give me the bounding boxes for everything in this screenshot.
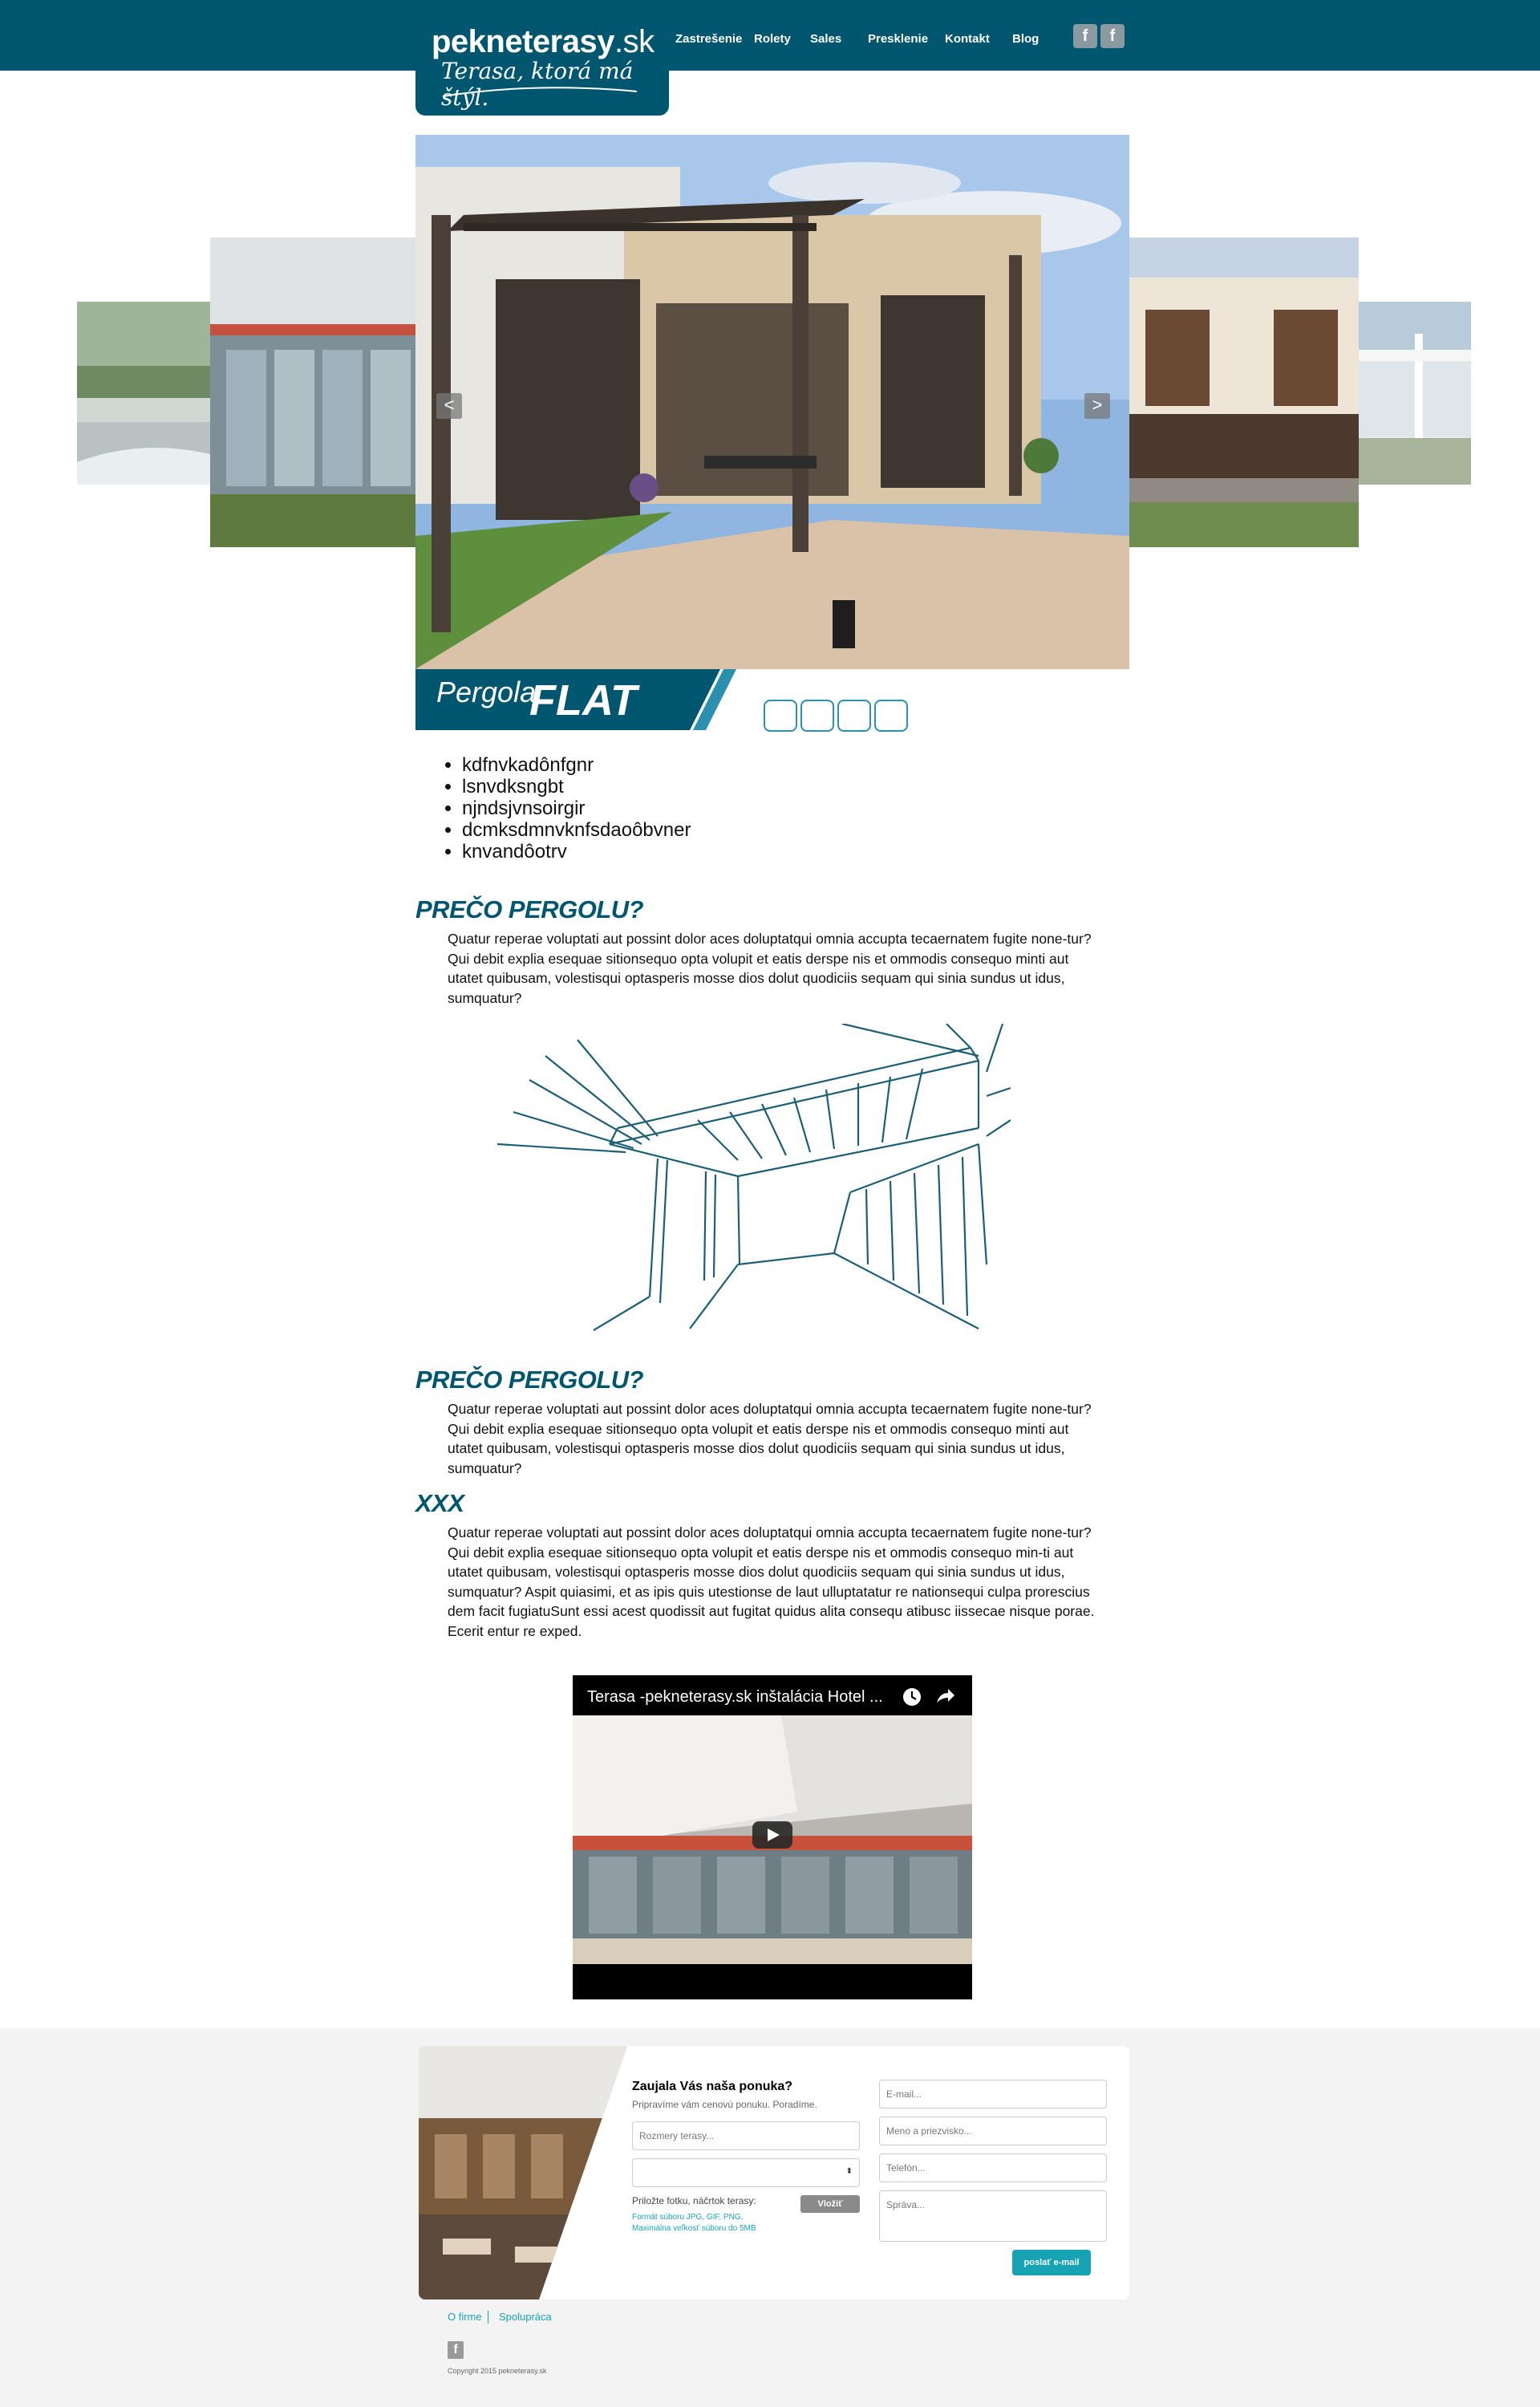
email-field[interactable]: E-mail... bbox=[879, 2080, 1107, 2109]
copyright: Copyright 2015 pekneterasy.sk bbox=[448, 2367, 547, 2375]
video-title[interactable]: Terasa -pekneterasy.sk inštalácia Hotel ... bbox=[587, 1688, 883, 1706]
feature-item: • njndsjvnsoirgir bbox=[462, 798, 691, 819]
nav-sales[interactable]: Sales bbox=[810, 32, 842, 46]
carousel-slide-far-left[interactable] bbox=[77, 302, 210, 485]
nav-blog[interactable]: Blog bbox=[1012, 32, 1040, 46]
contact-form-photo bbox=[419, 2046, 627, 2299]
name-field[interactable]: Meno a priezvisko... bbox=[879, 2117, 1107, 2145]
footer-link-spolupraca[interactable]: Spolupráca bbox=[499, 2311, 552, 2323]
message-field[interactable]: Správa... bbox=[879, 2190, 1107, 2242]
section-paragraph: Quatur reperae voluptati aut possint dolor aces doluptatqui omnia accupta tecaernatem fugite none-tur? Qui debit explia esequae sitionsequo opta volupit et eatis derspe nis et ommodis consequo min-ti aut utatet quibusam, volestisqui optasperis mosse dios dolut quodiciis sequam qui sinia sundus ut idus, sumquatur? Aspit quiasimi, et as ipis quis utestionse de laut ulluptatatur re nationsequi culpa prorescius dem facit fugiatuSunt essi acest quodissit aut fugitat quidus alita consequ atibusc iissecae nisque porae. Ecerit entur re exped. bbox=[448, 1524, 1095, 1639]
carousel-prev-button[interactable]: < bbox=[436, 393, 462, 419]
clock-icon[interactable] bbox=[902, 1687, 922, 1707]
nav-presklenie[interactable]: Presklenie bbox=[868, 32, 929, 46]
play-icon[interactable] bbox=[752, 1821, 792, 1849]
carousel-slide-left[interactable] bbox=[210, 237, 415, 547]
pergola-illustration bbox=[497, 1024, 1011, 1333]
form-subtitle: Pripravíme vám cenovú ponuku. Poradíme. bbox=[632, 2099, 817, 2110]
carousel-dot-4[interactable] bbox=[874, 700, 908, 732]
caption-pergola-text: Pergola bbox=[436, 676, 537, 708]
footer-link-o-firme[interactable]: O firme bbox=[448, 2311, 482, 2323]
feature-item: • knvandôotrv bbox=[462, 841, 691, 863]
share-icon[interactable] bbox=[934, 1687, 956, 1707]
carousel-slide-far-right[interactable] bbox=[1359, 302, 1471, 485]
carousel-dot-2[interactable] bbox=[800, 700, 834, 732]
logo-tagline: Terasa, ktorá má štýl. bbox=[441, 58, 634, 111]
slide-caption bbox=[415, 669, 736, 730]
terrace-type-select[interactable] bbox=[632, 2158, 860, 2187]
facebook-icon[interactable]: f bbox=[1100, 24, 1125, 48]
attach-label: Priložte fotku, náčrtok terasy: bbox=[632, 2195, 756, 2206]
send-email-button[interactable]: poslať e-mail bbox=[1012, 2250, 1091, 2275]
section-paragraph: Quatur reperae voluptati aut possint dolor aces doluptatqui omnia accupta tecaernatem fugite none-tur? Qui debit explia esequae sitionsequo opta volupit et eatis derspe nis et ommodis consequo minti aut utatet quibusam, volestisqui optasperis mosse dios dolut quodiciis sequam qui sinia sundus ut idus, sumquatur? bbox=[448, 931, 1092, 1006]
nav-rolety[interactable]: Rolety bbox=[754, 32, 791, 46]
carousel-slide-right[interactable] bbox=[1129, 237, 1359, 547]
facebook-icon[interactable]: f bbox=[1073, 24, 1097, 48]
section-heading: PREČO PERGOLU? bbox=[415, 1366, 644, 1394]
terrace-size-input[interactable]: Rozmery terasy... bbox=[632, 2121, 860, 2150]
nav-kontakt[interactable]: Kontakt bbox=[945, 32, 990, 46]
logo-swoosh-icon bbox=[440, 83, 640, 99]
chevron-updown-icon: ⬍ bbox=[845, 2167, 853, 2176]
feature-item: • lsnvdksngbt bbox=[462, 776, 691, 798]
feature-list bbox=[443, 754, 691, 863]
feature-item: • kdfnvkadônfgnr bbox=[462, 754, 691, 776]
facebook-icon[interactable]: f bbox=[448, 2341, 464, 2359]
attach-format-note: Formát súboru JPG, GIF, PNG, bbox=[632, 2213, 744, 2222]
video-player[interactable] bbox=[573, 1675, 972, 1999]
form-title: Zaujala Vás naša ponuka? bbox=[632, 2080, 793, 2093]
section-heading: PREČO PERGOLU? bbox=[415, 895, 644, 923]
contact-form bbox=[419, 2046, 1129, 2299]
attach-button[interactable]: Vložiť bbox=[800, 2195, 860, 2213]
logo[interactable] bbox=[415, 0, 669, 116]
feature-item: • dcmksdmnvknfsdaoôbvner bbox=[462, 819, 691, 841]
caption-flat-text: FLAT bbox=[529, 676, 637, 725]
section-heading: XXX bbox=[415, 1489, 464, 1517]
carousel-dot-1[interactable] bbox=[764, 700, 797, 732]
section-paragraph: Quatur reperae voluptati aut possint dolor aces doluptatqui omnia accupta tecaernatem fugite none-tur? Qui debit explia esequae sitionsequo opta volupit et eatis derspe nis et ommodis consequo minti aut utatet quibusam, volestisqui optasperis mosse dios dolut quodiciis sequam qui sinia sundus ut idus, sumquatur? bbox=[448, 1401, 1092, 1476]
phone-field[interactable]: Telefón... bbox=[879, 2153, 1107, 2182]
carousel-dot-3[interactable] bbox=[837, 700, 871, 732]
carousel-next-button[interactable]: > bbox=[1084, 393, 1110, 419]
attach-size-note: Maximálna veľkosť súboru do 5MB bbox=[632, 2224, 756, 2233]
carousel-slide-main[interactable] bbox=[415, 135, 1129, 669]
logo-wordmark: pekneterasy.sk bbox=[432, 24, 654, 59]
nav-zastresenie[interactable]: Zastrešenie bbox=[675, 32, 743, 46]
